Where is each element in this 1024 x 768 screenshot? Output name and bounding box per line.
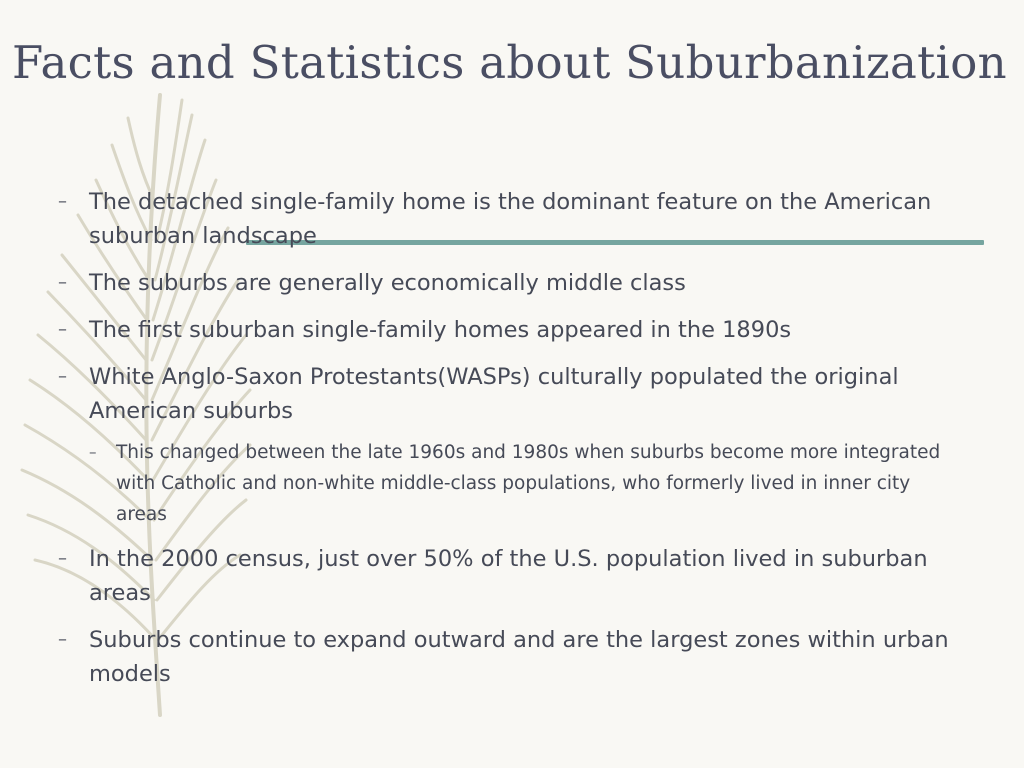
slide-title: Facts and Statistics about Suburbanization: [12, 36, 1007, 89]
bullet-text: White Anglo-Saxon Protestants(WASPs) culturally populated the original American suburbs: [89, 364, 899, 424]
bullet-text: The detached single-family home is the dominant feature on the American suburban landscape: [89, 189, 932, 249]
bullet-item: [56, 313, 956, 347]
bullet-text: Suburbs continue to expand outward and are the largest zones within urban models: [89, 627, 949, 687]
bullet-dash: –: [58, 319, 67, 340]
bullet-dash: –: [58, 548, 67, 569]
sub-bullet-text: This changed between the late 1960s and 1980s when suburbs become more integrated with Catholic and non-white middle-class populations, who formerly lived in inner city areas: [116, 442, 941, 525]
bullet-dash: –: [58, 191, 67, 212]
sub-bullet-item: [56, 437, 956, 530]
bullet-item: [56, 185, 956, 253]
bullet-dash: –: [58, 629, 67, 650]
bullet-dash: –: [58, 366, 67, 387]
bullet-item: [56, 623, 956, 691]
bullet-dash: –: [58, 272, 67, 293]
bullet-text: In the 2000 census, just over 50% of the U.S. population lived in suburban areas: [89, 546, 928, 606]
bullet-text: The first suburban single-family homes appeared in the 1890s: [89, 317, 792, 343]
bullet-text: The suburbs are generally economically middle class: [89, 270, 686, 296]
sub-bullet-dash: –: [89, 443, 97, 461]
bullet-list: [56, 185, 956, 704]
bullet-item: [56, 360, 956, 428]
bullet-item: [56, 542, 956, 610]
bullet-item: [56, 266, 956, 300]
